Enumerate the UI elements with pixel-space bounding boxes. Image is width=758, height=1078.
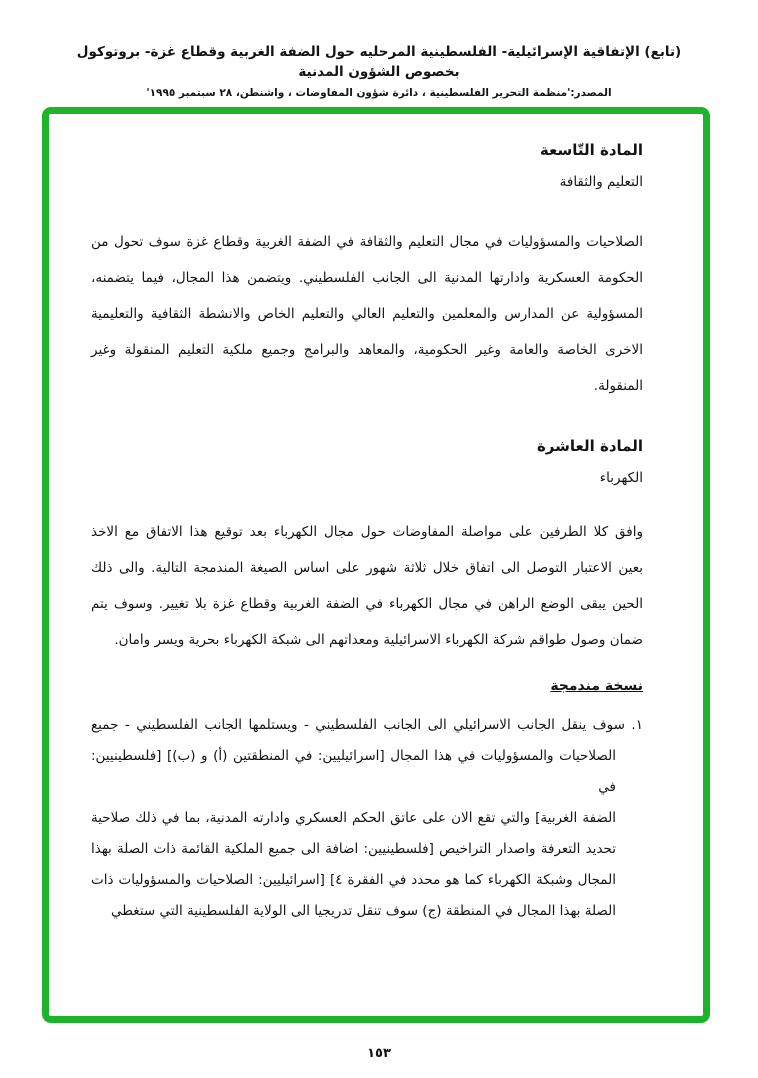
paragraph-line: المسؤولية عن المدارس والمعلمين والتعليم العالي والتعليم الخاص والانشطة الثقافية والتعليمية xyxy=(91,306,643,322)
article-ten-subtitle: الكهرباء xyxy=(599,470,643,486)
article-ten-section xyxy=(91,436,643,658)
paragraph-line: الاخرى الخاصة والعامة وغير الحكومية، والمعاهد والبرامج وجميع ملكية التعليم المنقولة وغير xyxy=(91,342,643,358)
paragraph-line: ضمان وصول طواقم شركة الكهرباء الاسرائيلية ومعداتهم الى شبكة الكهرباء بحرية ويسر وامان. xyxy=(114,632,643,648)
merged-version-heading: نسخة مندمجة xyxy=(550,678,643,694)
page-footer xyxy=(0,1042,758,1061)
list-item-line: ١. سوف ينقل الجانب الاسرائيلي الى الجانب الفلسطيني - ويستلمها الجانب الفلسطيني - جميع xyxy=(91,717,643,733)
article-nine-paragraph xyxy=(91,224,643,404)
article-ten-title: المادة العاشرة xyxy=(536,437,643,455)
list-item-line: الصلاحيات والمسؤوليات في هذا المجال [اسرائيليين: في المنطقتين (أ) و (ب)] [فلسطينيين: في xyxy=(91,748,616,795)
list-item-line: الصلة بهذا المجال في المنطقة (ج) سوف تنقل تدريجيا الى الولاية الفلسطينية التي ستغطي xyxy=(110,903,616,919)
paragraph-line: الحين يبقى الوضع الراهن في مجال الكهرباء في الضفة الغربية وقطاع غزة بلا تغيير. وسوف يتم xyxy=(91,596,643,612)
document-source: المصدر:'منظمة التحرير الفلسطينية ، دائرة شؤون المفاوضات ، واشنطن، ٢٨ سبتمبر ١٩٩٥' xyxy=(146,87,612,99)
merged-version-section xyxy=(91,676,643,927)
frame-content xyxy=(49,114,703,927)
article-nine-section xyxy=(91,140,643,404)
list-item-line: المجال وشبكة الكهرباء كما هو محدد في الفقرة ٤] [اسرائيليين: الصلاحيات والمسؤوليات ذات xyxy=(91,872,616,888)
article-nine-subtitle: التعليم والثقافة xyxy=(559,174,643,190)
list-item-line: الضفة الغربية] والتي تقع الان على عاتق الحكم العسكري وادارته المدنية، بما في ذلك صلاحية xyxy=(91,810,616,826)
article-ten-paragraph xyxy=(91,514,643,658)
page-number: ١٥٣ xyxy=(367,1046,391,1061)
paragraph-line: وافق كلا الطرفين على مواصلة المفاوضات حول مجال الكهرباء بعد توقيع هذا الاتفاق مع الاخذ xyxy=(91,524,643,540)
page-header xyxy=(0,42,758,101)
article-nine-title: المادة التّاسعة xyxy=(539,141,643,159)
paragraph-line: الحكومة العسكرية وادارتها المدنية الى الجانب الفلسطيني. ويتضمن هذا المجال، فيما يتضمنه، xyxy=(91,270,643,286)
paragraph-line: الصلاحيات والمسؤوليات في مجال التعليم والثقافة في الضفة الغربية وقطاع غزة سوف تحول من xyxy=(91,234,643,250)
document-title: (تابع) الإتفاقية الإسرائيلية- الفلسطينية المرحليه حول الضفة الغربية وقطاع غزة- بروتوكول بخصوص الشؤون المدنية xyxy=(76,44,682,80)
green-frame xyxy=(42,107,710,1023)
list-item-line: تحديد التعرفة واصدار التراخيص [فلسطينيين: اضافة الى جميع الملكية القائمة ذات الصلة بهذا xyxy=(91,841,616,857)
merged-version-item-1 xyxy=(91,710,643,927)
paragraph-line: المنقولة. xyxy=(593,378,643,394)
paragraph-line: بعين الاعتبار التوصل الى اتفاق خلال ثلاثة شهور على اساس الصيغة المندمجة التالية. والى ذلك xyxy=(91,560,643,576)
